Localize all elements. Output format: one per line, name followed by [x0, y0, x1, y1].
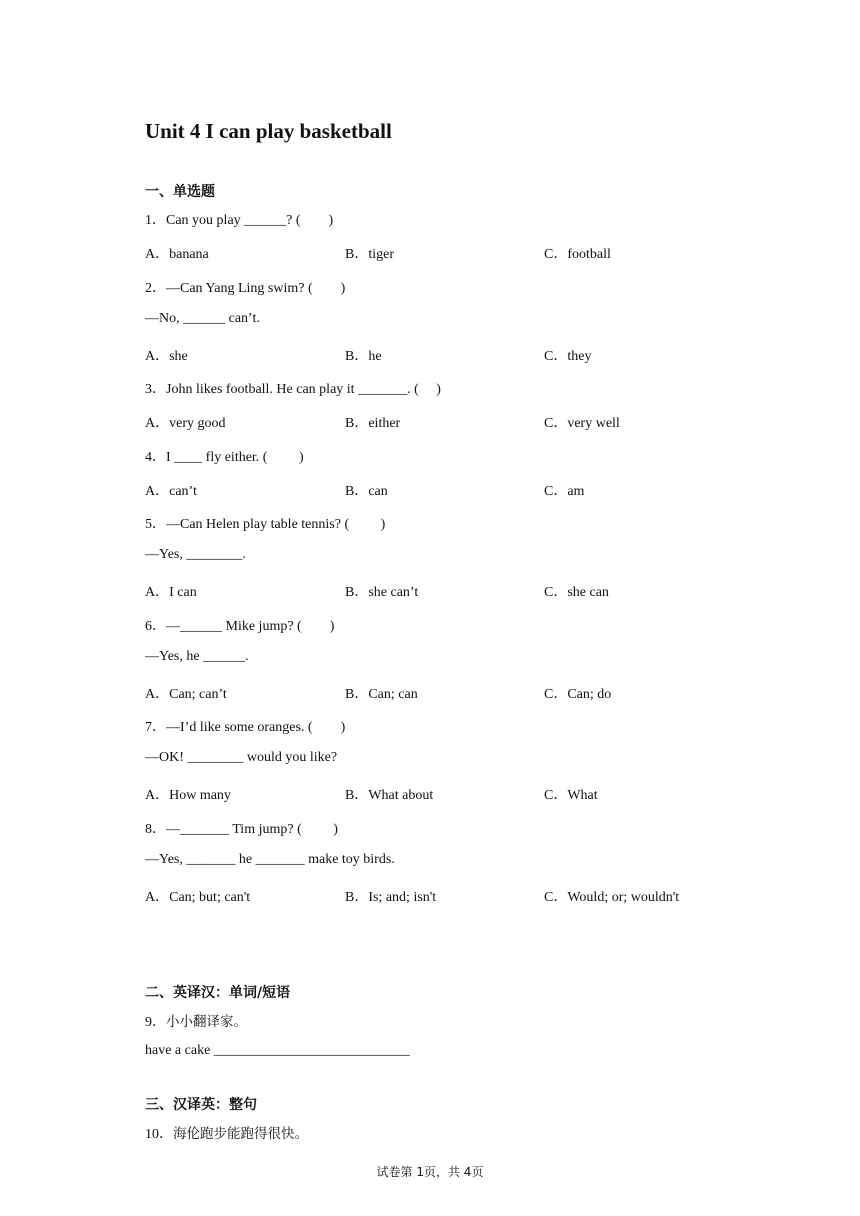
question-number: 9．: [145, 1015, 166, 1030]
question-1: [145, 209, 333, 229]
question-number: 4．: [145, 450, 166, 465]
question-number: 2．: [145, 281, 166, 296]
question-4: [145, 446, 304, 466]
option-a: A．Can; can’t: [145, 687, 227, 702]
option-c: C．very well: [544, 416, 620, 431]
question-9: [145, 1010, 247, 1031]
question-number: 3．: [145, 382, 166, 397]
section-heading-multiple-choice: 一、单选题: [145, 184, 215, 200]
question-10: [145, 1122, 308, 1143]
option-b: B．either: [345, 416, 401, 431]
translation-item: have a cake ____________________________: [145, 1043, 410, 1058]
option-a: A．I can: [145, 585, 197, 600]
option-c: C．Can; do: [544, 687, 612, 702]
option-a: A．banana: [145, 247, 209, 262]
option-b: B．he: [345, 349, 382, 364]
question-7: [145, 716, 345, 736]
page-title: Unit 4 I can play basketball: [145, 119, 392, 143]
question-number: 1．: [145, 213, 166, 228]
section-heading-en-to-cn: 二、英译汉：单词/短语: [145, 985, 291, 1001]
section-heading-cn-to-en: 三、汉译英：整句: [145, 1097, 257, 1113]
question-line: —Yes, ________.: [145, 547, 246, 562]
option-b: B．tiger: [345, 247, 394, 262]
option-b: B．can: [345, 484, 388, 499]
option-b: B．Is; and; isn't: [345, 890, 437, 905]
option-a: A．very good: [145, 416, 226, 431]
option-c: C．football: [544, 247, 611, 262]
question-line: —Yes, he ______.: [145, 649, 249, 664]
question-line: —OK! ________ would you like?: [145, 750, 338, 765]
question-5: [145, 513, 385, 533]
question-text: I ____ fly either. ( ): [166, 450, 304, 465]
question-text: John likes football. He can play it _______. ( ): [166, 382, 441, 397]
question-text: Can you play ______? ( ): [166, 213, 334, 228]
question-text: —Can Yang Ling swim? ( ): [166, 281, 346, 296]
question-8: [145, 818, 338, 838]
option-c: C．Would; or; wouldn't: [544, 890, 680, 905]
question-6: [145, 615, 334, 635]
question-text: 海伦跑步能跑得很快。: [173, 1126, 308, 1142]
question-text: —Can Helen play table tennis? ( ): [166, 517, 386, 532]
page-footer: 试卷第 1页，共 4页: [376, 1165, 484, 1179]
question-number: 6．: [145, 619, 166, 634]
option-a: A．Can; but; can't: [145, 890, 251, 905]
question-number: 7．: [145, 720, 166, 735]
question-text: 小小翻译家。: [166, 1014, 247, 1030]
question-line: —No, ______ can’t.: [145, 311, 260, 326]
option-c: C．What: [544, 788, 598, 803]
option-a: A．How many: [145, 788, 231, 803]
question-text: —_______ Tim jump? ( ): [166, 822, 338, 837]
option-a: A．she: [145, 349, 188, 364]
question-text: —______ Mike jump? ( ): [166, 619, 335, 634]
question-text: —I’d like some oranges. ( ): [166, 720, 346, 735]
question-number: 5．: [145, 517, 166, 532]
option-b: B．she can’t: [345, 585, 419, 600]
option-c: C．they: [544, 349, 592, 364]
question-number: 10．: [145, 1127, 173, 1142]
option-b: B．Can; can: [345, 687, 418, 702]
question-2: [145, 277, 345, 297]
option-b: B．What about: [345, 788, 434, 803]
question-number: 8．: [145, 822, 166, 837]
question-line: —Yes, _______ he _______ make toy birds.: [145, 852, 395, 867]
option-a: A．can’t: [145, 484, 197, 499]
option-c: C．am: [544, 484, 585, 499]
question-3: [145, 378, 441, 398]
option-c: C．she can: [544, 585, 609, 600]
